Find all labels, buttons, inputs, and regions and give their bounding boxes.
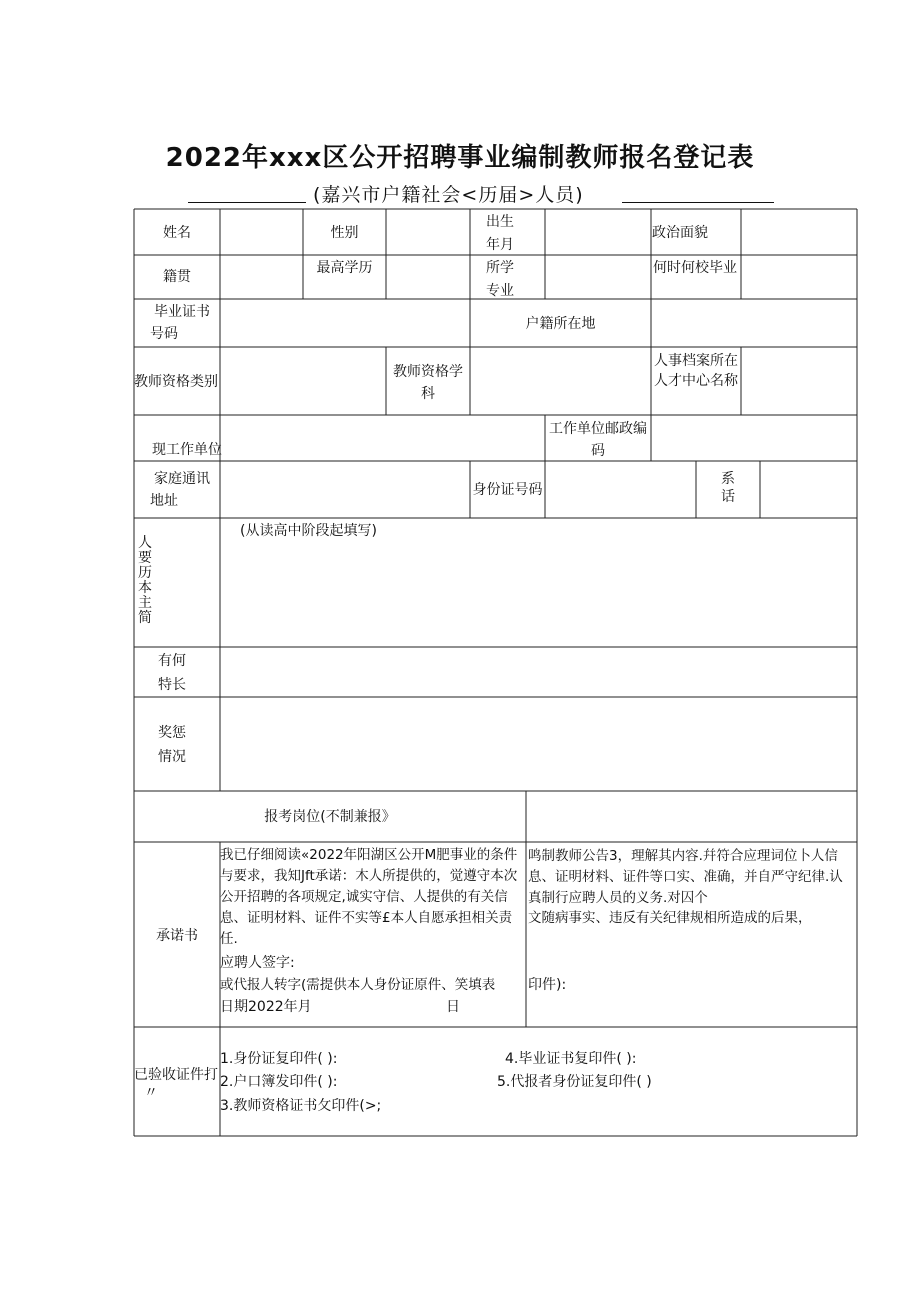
position-label: 报考岗位(不制兼报》	[264, 809, 396, 825]
phone-label-line2: 话	[721, 489, 735, 505]
birth-label-line1: 出生	[486, 214, 514, 230]
pledge-left-text: 我已仔细阅读«2022年阳湖区公开M肥事业的条件与要求，我知Jft承诺：木人所提供的，觉遵守本次公开招聘的各项规定,诚实守信、人提供的有关信息、证明材料、证件不实等£本人自愿承担相关责任.	[220, 847, 518, 947]
political-status-label: 政治面貌	[652, 225, 708, 241]
skills-label-line2: 特长	[158, 677, 186, 693]
major-label-line1: 所学	[486, 260, 514, 276]
cert-number-label-line1: 毕业证书	[154, 304, 210, 320]
native-place-label: 籍贯	[163, 269, 191, 285]
name-label: 姓名	[163, 225, 191, 241]
gender-label: 性别	[330, 225, 359, 241]
birth-label-line2: 年月	[486, 237, 514, 253]
awards-label-line2: 情况	[158, 749, 186, 765]
skills-label-line1: 有何	[158, 653, 186, 669]
doc-item-1: 1.身份证复印件( ):	[220, 1051, 338, 1067]
pledge-right-line2: 息、证明材料、证件等口实、准确，并自严守纪律.认	[528, 869, 843, 885]
graduation-school-label: 何时何校毕业	[653, 260, 737, 276]
pledge-right-line3: 真制行应聘人员的义务.对囚个	[528, 890, 708, 906]
awards-label-line1: 奖惩	[158, 725, 186, 741]
doc-item-4: 4.毕业证书复印件( ):	[505, 1051, 637, 1067]
pledge-right-line4: 文随病事实、违反有关纪律规相所造成的后果，	[528, 910, 812, 926]
resume-vertical-label: 人要历本主简	[138, 535, 152, 626]
work-unit-label: 现工作单位	[152, 442, 222, 458]
doc-item-2: 2.户口簿发印件( ):	[220, 1074, 338, 1090]
address-label-line2: 地址	[150, 493, 178, 509]
pledge-right-line1: 鸣制教师公告3，理解其内容.幷符合应理词位卜人信	[528, 848, 838, 864]
verified-docs-label-line1: 已验收证件打	[134, 1067, 218, 1083]
form-title: 2022年xxx区公开招聘事业编制教师报名登记表	[165, 143, 755, 173]
teacher-subject-label-line1: 教师资格学	[393, 364, 463, 380]
pledge-applicant-signature: 应聘人签字:	[220, 955, 295, 971]
id-number-label: 身份证号码	[472, 482, 543, 498]
pledge-proxy-signature: 或代报人转字(需提供本人身份证原件、笑填表	[220, 977, 496, 993]
pledge-right-seal: 印件):	[528, 977, 567, 993]
subtitle-text: (嘉兴市户籍社会<历届>人员)	[313, 184, 584, 206]
doc-item-3: 3.教师资格证书攵印件(>;	[220, 1098, 382, 1114]
postcode-label-line2: 码	[591, 443, 605, 459]
pledge-date: 日期2022年月	[220, 999, 312, 1015]
verified-docs-label-line2: 〃	[144, 1085, 158, 1101]
archive-label-line2: 人才中心名称	[654, 373, 738, 389]
doc-item-5: 5.代报者身份证复印件( )	[497, 1074, 652, 1090]
pledge-day: 日	[446, 999, 460, 1015]
phone-label-line1: 系	[721, 471, 735, 487]
teacher-cert-type-label: 教师资格类别	[134, 374, 218, 390]
household-label: 户籍所在地	[525, 316, 596, 332]
address-label-line1: 家庭通讯	[154, 471, 210, 487]
postcode-label-line1: 工作单位邮政编	[549, 421, 647, 437]
cert-number-label-line2: 号码	[150, 326, 178, 342]
archive-label-line1: 人事档案所在	[654, 353, 738, 369]
major-label-line2: 专业	[486, 283, 514, 299]
pledge-label: 承诺书	[156, 928, 198, 944]
teacher-subject-label-line2: 科	[421, 386, 435, 402]
resume-hint: (从读高中阶段起填写)	[240, 523, 377, 539]
education-label: 最高学历	[316, 260, 373, 276]
